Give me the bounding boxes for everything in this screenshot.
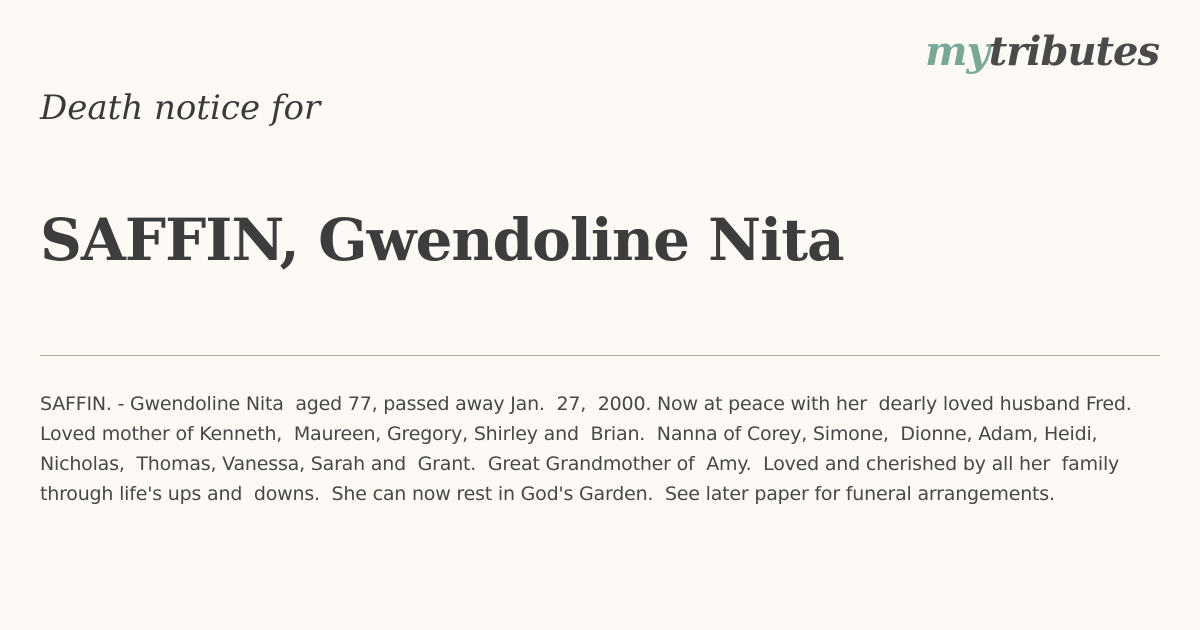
logo-tributes-text: tributes (988, 28, 1159, 75)
mytributes-logo[interactable] (925, 28, 1159, 75)
notice-heading: Death notice for (40, 88, 321, 128)
deceased-name: SAFFIN, Gwendoline Nita (40, 206, 844, 274)
notice-body-text: SAFFIN. - Gwendoline Nita aged 77, passed away Jan. 27, 2000. Now at peace with her dearly loved husband Fred. Loved mother of Kenneth, Maureen, Gregory, Shirley and Brian. Nanna of Corey, Simone, Dionne, Adam, Heidi, Nicholas, Thomas, Vanessa, Sarah and Grant. Great Grandmother of Amy. Loved and cherished by all her family through life's ups and downs. She can now rest in God's Garden. See later paper for funeral arrangements. (40, 393, 1144, 505)
logo-my-text: my (925, 28, 989, 75)
section-divider (40, 355, 1160, 356)
